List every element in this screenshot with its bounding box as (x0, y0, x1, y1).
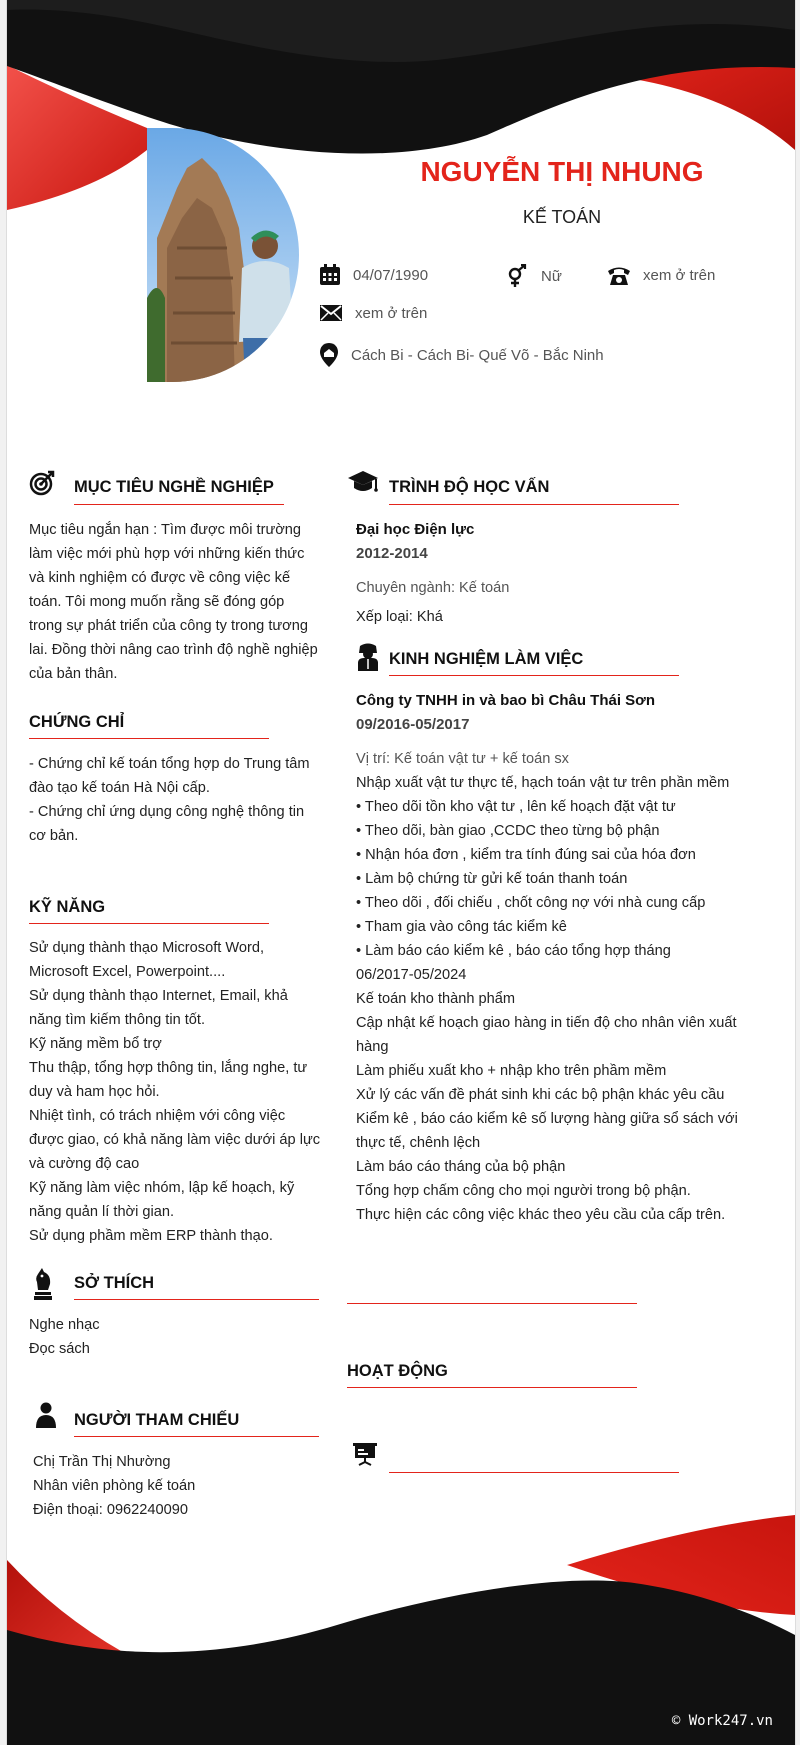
contact-phone (607, 264, 715, 286)
skills-heading: KỸ NĂNG (29, 898, 106, 916)
cv-page (6, 0, 796, 1745)
education-text (356, 518, 776, 629)
graduation-cap-icon (347, 470, 379, 496)
skills-text: Sử dụng thành thạo Microsoft Word, Microsoft Excel, Powerpoint.... Sử dụng thành thạo Internet, Email, khả năng tìm kiếm thông tin tốt. Kỹ năng mềm bổ trợ Thu thập, tổng hợp thông tin, lắng nghe, tư duy và ham học hỏi. Nhiệt tình, có trách nhiệm với công việc được giao, có khả năng làm việc dưới áp lực và cường độ cao Kỹ năng làm việc nhóm, lập kế hoạch, kỹ năng quản lí thời gian. Sử dụng phầm mềm ERP thành thạo. (29, 940, 321, 1244)
skills-underline (29, 923, 269, 924)
hobbies-text: Nghe nhạc Đọc sách (29, 1317, 100, 1357)
phone-text: xem ở trên (643, 266, 716, 284)
gender-text: Nữ (541, 267, 562, 285)
presentation-icon (352, 1442, 378, 1466)
location-icon (319, 342, 339, 368)
email-text: xem ở trên (355, 304, 428, 322)
footer-wave-decoration (7, 1515, 795, 1745)
education-period: 2012-2014 (356, 545, 428, 562)
contact-address (319, 342, 604, 368)
candidate-name: NGUYỄN THỊ NHUNG (420, 156, 704, 187)
address-text: Cách Bi - Cách Bi- Quế Võ - Bắc Ninh (351, 346, 604, 364)
calendar-icon (319, 264, 341, 286)
birthdate-text: 04/07/1990 (353, 266, 429, 284)
certificates-heading: CHỨNG CHỈ (29, 713, 125, 731)
person-icon (35, 1402, 57, 1428)
experience-position: Vị trí: Kế toán vật tư + kế toán sx (356, 751, 569, 767)
education-major: Chuyên ngành: Kế toán (356, 580, 510, 596)
target-icon (29, 470, 55, 496)
experience-text: Công ty TNHH in và bao bì Châu Thái Sơn 09/2016-05/2017 Vị trí: Kế toán vật tư + kế toán sx Nhập xuất vật tư thực tế, hạch toán vật tư trên phần mềm • Theo dõi tồn kho vật tư , lên kế hoạch đặt vật tư • Theo dõi, bàn giao ,CCDC theo từng bộ phận • Nhận hóa đơn , kiểm tra tính đúng sai của hóa đơn • Làm bộ chứng từ gửi kế toán thanh toán • Theo dõi , đối chiếu , chốt công nợ với nhà cung cấp • Tham gia vào công tác kiểm kê • Làm báo cáo kiểm kê , báo cáo tổng hợp tháng 06/2017-05/2024 Kế toán kho thành phẩm Cập nhật kế hoạch giao hàng in tiến độ cho nhân viên xuất hàng Làm phiếu xuất kho + nhập kho trên phầm mềm Xử lý các vấn đề phát sinh khi các bộ phận khác yêu cầu Kiểm kê , báo cáo kiểm kê số lượng hàng giữa sổ sách với thực tế, chênh lệch Làm báo cáo tháng của bộ phận Tổng hợp chấm công cho mọi người trong bộ phận. Thực hiện các công việc khác theo yêu cầu của cấp trên. (356, 689, 776, 1227)
objective-text: Mục tiêu ngắn hạn : Tìm được môi trường làm việc mới phù hợp với những kiến thức và kinh nghiệm có được về công việc kế toán. Tôi mong muốn rằng sẽ đóng góp trong sự phát triển của công ty trong tương lai. Đồng thời nâng cao trình độ nghề nghiệp của bản thân. (29, 522, 318, 682)
certificates-text: - Chứng chỉ kế toán tổng hợp do Trung tâm đào tạo kế toán Hà Nội cấp. - Chứng chỉ ứng dụng công nghệ thông tin cơ bản. (29, 756, 310, 844)
experience-heading: KINH NGHIỆM LÀM VIỆC (389, 650, 584, 668)
references-heading: NGƯỜI THAM CHIẾU (74, 1411, 240, 1429)
activities-item-underline (389, 1472, 679, 1473)
activities-underline (347, 1387, 637, 1388)
job-title: KẾ TOÁN (522, 207, 602, 227)
hobbies-underline (74, 1299, 319, 1300)
references-underline (74, 1436, 319, 1437)
contact-gender (505, 264, 562, 288)
chess-knight-icon (33, 1266, 53, 1300)
blank-section-underline (347, 1303, 637, 1304)
experience-underline (389, 675, 679, 676)
education-underline (389, 504, 679, 505)
certificates-underline (29, 738, 269, 739)
gender-icon (505, 264, 529, 288)
contact-birthdate (319, 264, 428, 286)
objective-underline (74, 504, 284, 505)
briefcase-icon (356, 643, 380, 671)
contact-email (319, 304, 427, 322)
references-text: Chị Trần Thị Nhường Nhân viên phòng kế toán Điện thoại: 0962240090 (33, 1454, 196, 1518)
education-heading: TRÌNH ĐỘ HỌC VẤN (389, 478, 550, 496)
objective-heading: MỤC TIÊU NGHỀ NGHIỆP (74, 478, 274, 496)
experience-period: 09/2016-05/2017 (356, 716, 470, 733)
education-rank: Xếp loại: Khá (356, 609, 443, 625)
mail-icon (319, 304, 343, 322)
experience-company: Công ty TNHH in và bao bì Châu Thái Sơn (356, 692, 656, 709)
phone-icon (607, 264, 631, 286)
education-school: Đại học Điện lực (356, 521, 475, 538)
activities-heading: HOẠT ĐỘNG (347, 1362, 448, 1380)
hobbies-heading: SỞ THÍCH (74, 1274, 155, 1292)
footer-credit: © Work247.vn (671, 1713, 773, 1729)
